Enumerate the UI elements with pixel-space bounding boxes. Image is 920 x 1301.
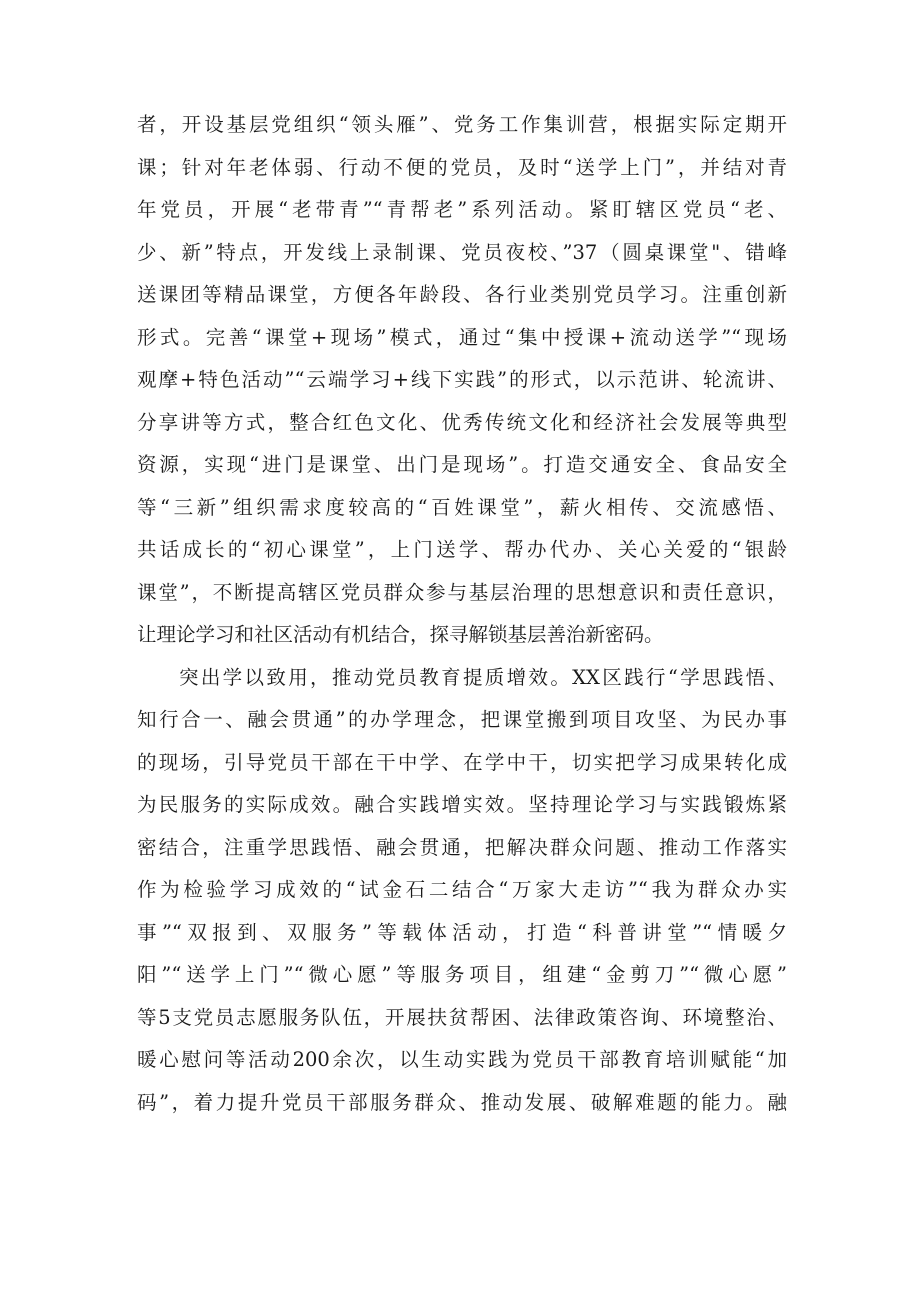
text-line: 分享讲等方式，整合红色文化、优秀传统文化和经济社会发展等典型: [137, 410, 787, 434]
text-line: 者，开设基层党组织“领头雁”、党务工作集训营，根据实际定期开: [137, 113, 787, 136]
text-line: 为民服务的实际成效。融合实践增实效。坚持理论学习与实践锻炼紧: [137, 793, 787, 816]
text-line: 课堂”，不断提高辖区党员群众参与基层治理的思想意识和责任意识，: [137, 580, 787, 604]
text-line: 暖心慰问等活动200余次，以生动实践为党员干部教育培训赋能“加: [137, 1048, 787, 1071]
text-line: 形式。完善“课堂+现场”模式，通过“集中授课+流动送学”“现场: [137, 325, 787, 349]
text-line: 少、新”特点，开发线上录制课、党员夜校、”37（圆桌课堂"、错峰: [137, 240, 787, 264]
text-line: 密结合，注重学思践悟、融会贯通，把解决群众问题、推动工作落实: [137, 835, 787, 859]
paragraph-2: [137, 657, 787, 1125]
paragraph-1: [137, 104, 787, 657]
text-line: 知行合一、融会贯通”的办学理念，把课堂搬到项目攻坚、为民办事: [137, 708, 787, 731]
text-line: 让理论学习和社区活动有机结合，探寻解锁基层善治新密码。: [137, 623, 664, 646]
text-line: 码”，着力提升党员干部服务群众、推动发展、破解难题的能力。融: [137, 1090, 787, 1114]
body-text: [137, 104, 787, 1124]
text-line: 观摩+特色活动”“云端学习+线下实践”的形式，以示范讲、轮流讲、: [137, 368, 787, 391]
text-line: 作为检验学习成效的“试金石二结合“万家大走访”“我为群众办实: [137, 878, 787, 901]
text-line: 事”“双报到、双服务”等载体活动，打造“科普讲堂”“情暖夕: [137, 920, 787, 944]
text-line: 的现场，引导党员干部在干中学、在学中干，切实把学习成果转化成: [137, 750, 787, 774]
text-line: 年党员，开展“老带青”“青帮老”系列活动。紧盯辖区党员“老、: [137, 198, 787, 221]
text-line: 资源，实现“进门是课堂、出门是现场”。打造交通安全、食品安全: [137, 453, 787, 476]
text-line: 共话成长的“初心课堂”，上门送学、帮办代办、关心关爱的“银龄: [137, 538, 787, 561]
text-line: 阳”“送学上门”“微心愿”等服务项目，组建“金剪刀”“微心愿”: [137, 963, 787, 986]
text-line: 等5支党员志愿服务队伍，开展扶贫帮困、法律政策咨询、环境整治、: [137, 1005, 787, 1029]
text-line: 突出学以致用，推动党员教育提质增效。XX区践行“学思践悟、: [179, 665, 787, 689]
text-line: 课；针对年老体弱、行动不便的党员，及时“送学上门”，并结对青: [137, 155, 787, 179]
text-line: 等“三新”组织需求度较高的“百姓课堂”，薪火相传、交流感悟、: [137, 495, 787, 519]
text-line: 送课团等精品课堂，方便各年龄段、各行业类别党员学习。注重创新: [137, 283, 787, 306]
